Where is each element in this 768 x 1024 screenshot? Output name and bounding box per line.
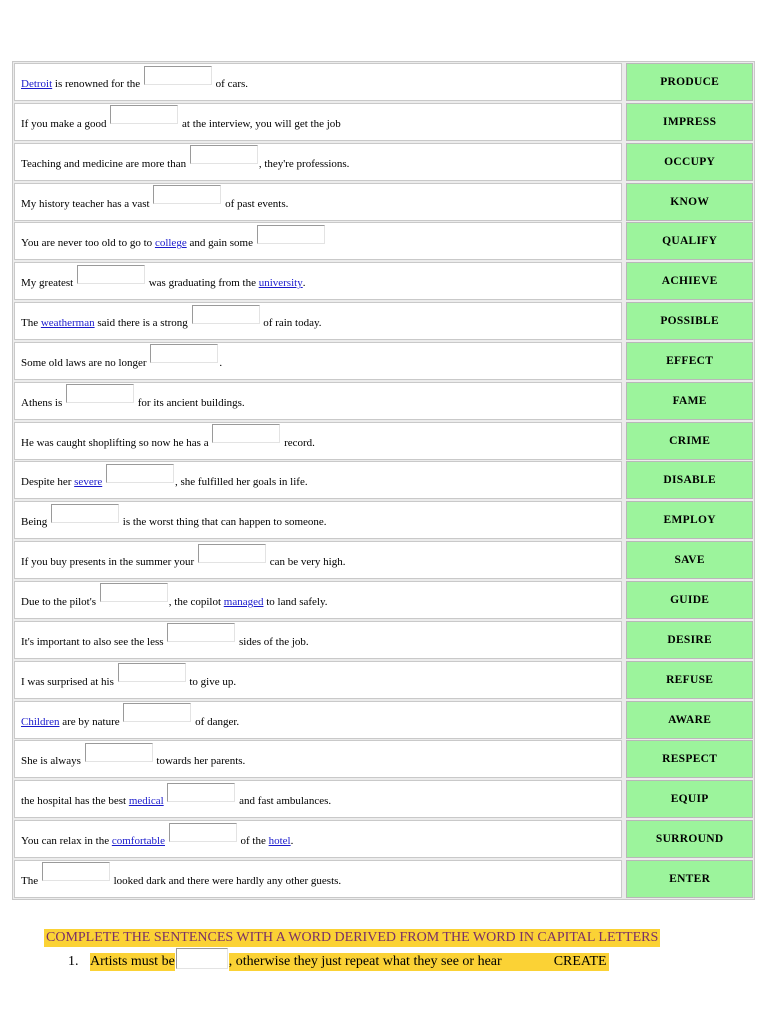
sentence-text: to land safely. [263, 595, 328, 608]
sentence-cell [14, 860, 622, 898]
sentence-text: Some old laws are no longer [21, 356, 150, 369]
keyword-cell: DESIRE [626, 621, 753, 659]
sentence-text: . [290, 835, 294, 848]
exercise-row [14, 103, 753, 141]
exercise-row [14, 501, 753, 539]
sentence-cell [14, 701, 622, 739]
keyword-cell: CRIME [626, 422, 753, 460]
sentence-cell [14, 63, 622, 101]
answer-input[interactable] [169, 823, 237, 842]
sentence-cell [14, 541, 622, 579]
sentence-cell [14, 143, 622, 181]
answer-input[interactable] [257, 225, 325, 244]
exercise-row [14, 820, 753, 858]
keyword-cell: KNOW [626, 183, 753, 221]
glossary-link[interactable]: managed [223, 595, 264, 608]
sentence-text: to give up. [186, 675, 237, 688]
exercise-row [14, 143, 753, 181]
sentence-text: are by nature [59, 715, 123, 728]
sentence-cell [14, 262, 622, 300]
item-text-after: , otherwise they just repeat what they see or hear [228, 953, 502, 969]
answer-input[interactable] [106, 464, 174, 483]
glossary-link[interactable]: college [154, 237, 187, 250]
sentence-cell [14, 501, 622, 539]
keyword-cell: OCCUPY [626, 143, 753, 181]
sentence-text: My greatest [21, 277, 76, 290]
sentence-text: and gain some [186, 237, 256, 250]
keyword-cell: PRODUCE [626, 63, 753, 101]
sentence-cell [14, 103, 622, 141]
sentence-text: of danger. [192, 715, 240, 728]
sentence-text [164, 795, 167, 807]
sentence-text: and fast ambulances. [236, 795, 332, 808]
keyword-cell: SAVE [626, 541, 753, 579]
glossary-link[interactable]: comfortable [111, 835, 165, 848]
glossary-link[interactable]: Children [21, 715, 60, 728]
sentence-cell [14, 222, 622, 260]
sentence-text: Athens is [21, 396, 65, 409]
sentence-text: of the [237, 835, 269, 848]
sentence-text [165, 835, 168, 847]
glossary-link[interactable]: medical [128, 795, 164, 808]
keyword-cell: QUALIFY [626, 222, 753, 260]
glossary-link[interactable]: university [258, 277, 303, 290]
instruction-text: COMPLETE THE SENTENCES WITH A WORD DERIVED FROM THE WORD IN CAPITAL LETTERS [46, 930, 659, 945]
exercise-row [14, 262, 753, 300]
keyword-cell: EQUIP [626, 780, 753, 818]
sentence-text: at the interview, you will get the job [179, 117, 341, 130]
sentence-cell [14, 740, 622, 778]
sentence-text: sides of the job. [236, 635, 309, 648]
exercise-row [14, 183, 753, 221]
keyword-cell: EFFECT [626, 342, 753, 380]
item-number: 1. [68, 953, 79, 969]
sentence-cell [14, 183, 622, 221]
exercise-row [14, 63, 753, 101]
exercise-row [14, 342, 753, 380]
keyword-cell: SURROUND [626, 820, 753, 858]
sentence-text: Teaching and medicine are more than [21, 157, 189, 170]
exercise-row [14, 461, 753, 499]
sentence-text: He was caught shoplifting so now he has a [21, 436, 212, 449]
answer-input[interactable] [212, 424, 280, 443]
keyword-cell: RESPECT [626, 740, 753, 778]
exercise-row [14, 541, 753, 579]
answer-input[interactable] [118, 663, 186, 682]
keyword-cell: IMPRESS [626, 103, 753, 141]
sentence-text: . [219, 356, 223, 369]
sentence-cell [14, 621, 622, 659]
answer-input[interactable] [167, 623, 235, 642]
answer-input[interactable] [153, 185, 221, 204]
exercise-row [14, 422, 753, 460]
glossary-link[interactable]: hotel [268, 835, 291, 848]
sentence-text: The [21, 317, 41, 330]
item-text-before: Artists must be [90, 953, 175, 969]
sentence-text: of rain today. [260, 317, 322, 330]
answer-input[interactable] [85, 743, 153, 762]
exercise-row [14, 302, 753, 340]
exercise-row [14, 740, 753, 778]
sentence-text: Despite her [21, 476, 75, 489]
keyword-cell: AWARE [626, 701, 753, 739]
sentence-text: was graduating from the [145, 277, 259, 290]
sentence-text: is renowned for the [52, 78, 143, 90]
exercise-row [14, 661, 753, 699]
exercise-table [12, 61, 755, 900]
answer-input[interactable] [123, 703, 191, 722]
exercise-row [14, 581, 753, 619]
sentence-text: said there is a strong [94, 317, 191, 330]
sentence-cell [14, 342, 622, 380]
answer-input[interactable] [192, 305, 260, 324]
answer-input[interactable] [198, 544, 266, 563]
keyword-cell: DISABLE [626, 461, 753, 499]
answer-input[interactable] [66, 384, 134, 403]
sentence-text: Being [21, 516, 51, 529]
exercise-row [14, 780, 753, 818]
sentence-cell [14, 302, 622, 340]
sentence-cell [14, 780, 622, 818]
sentence-text: You are never too old to go to [21, 237, 155, 250]
sentence-text: , she fulfilled her goals in life. [175, 476, 308, 489]
sentence-text: Due to the pilot's [21, 595, 99, 608]
sentence-text [102, 476, 105, 488]
keyword-cell: ENTER [626, 860, 753, 898]
sentence-text: My history teacher has a vast [21, 197, 153, 210]
sentence-text: If you buy presents in the summer your [21, 556, 197, 569]
glossary-link[interactable]: Detroit [21, 78, 53, 90]
sentence-text: If you make a good [21, 117, 110, 130]
answer-input[interactable] [42, 862, 110, 881]
glossary-link[interactable]: weatherman [40, 317, 95, 330]
exercise-row [14, 222, 753, 260]
answer-input[interactable] [144, 66, 212, 85]
exercise-row [14, 621, 753, 659]
sentence-text: can be very high. [266, 556, 346, 569]
sentence-text: , the copilot [168, 595, 224, 608]
exercise-item-1 [68, 951, 609, 972]
item-keyword: CREATE [502, 953, 609, 971]
sentence-cell [14, 461, 622, 499]
keyword-cell: REFUSE [626, 661, 753, 699]
sentence-cell [14, 820, 622, 858]
keyword-cell: GUIDE [626, 581, 753, 619]
answer-input[interactable] [150, 344, 218, 363]
answer-input[interactable] [51, 504, 119, 523]
sentence-text: towards her parents. [153, 755, 246, 768]
sentence-cell [14, 382, 622, 420]
sentence-text: , they're professions. [258, 157, 350, 170]
sentence-text: You can relax in the [21, 835, 112, 848]
sentence-cell [14, 581, 622, 619]
sentence-text: I was surprised at his [21, 675, 117, 688]
sentence-cell [14, 422, 622, 460]
answer-input[interactable] [167, 783, 235, 802]
answer-input[interactable] [100, 583, 168, 602]
answer-input[interactable] [176, 948, 228, 969]
keyword-cell: EMPLOY [626, 501, 753, 539]
answer-input[interactable] [110, 105, 178, 124]
sentence-text: She is always [21, 755, 84, 768]
sentence-text: is the worst thing that can happen to someone. [120, 516, 327, 529]
sentence-text: . [302, 277, 306, 290]
sentence-text: of past events. [222, 197, 289, 210]
exercise-row [14, 860, 753, 898]
answer-input[interactable] [77, 265, 145, 284]
keyword-cell: ACHIEVE [626, 262, 753, 300]
sentence-text: It's important to also see the less [21, 635, 167, 648]
sentence-text: looked dark and there were hardly any other guests. [110, 874, 342, 887]
sentence-text: the hospital has the best [21, 795, 129, 808]
keyword-cell: POSSIBLE [626, 302, 753, 340]
sentence-text: of cars. [212, 78, 249, 90]
sentence-text: record. [281, 436, 315, 449]
sentence-cell [14, 661, 622, 699]
sentence-text: The [21, 874, 41, 887]
exercise-row [14, 382, 753, 420]
glossary-link[interactable]: severe [74, 476, 103, 489]
exercise-row [14, 701, 753, 739]
answer-input[interactable] [190, 145, 258, 164]
keyword-cell: FAME [626, 382, 753, 420]
sentence-text: for its ancient buildings. [135, 396, 245, 409]
